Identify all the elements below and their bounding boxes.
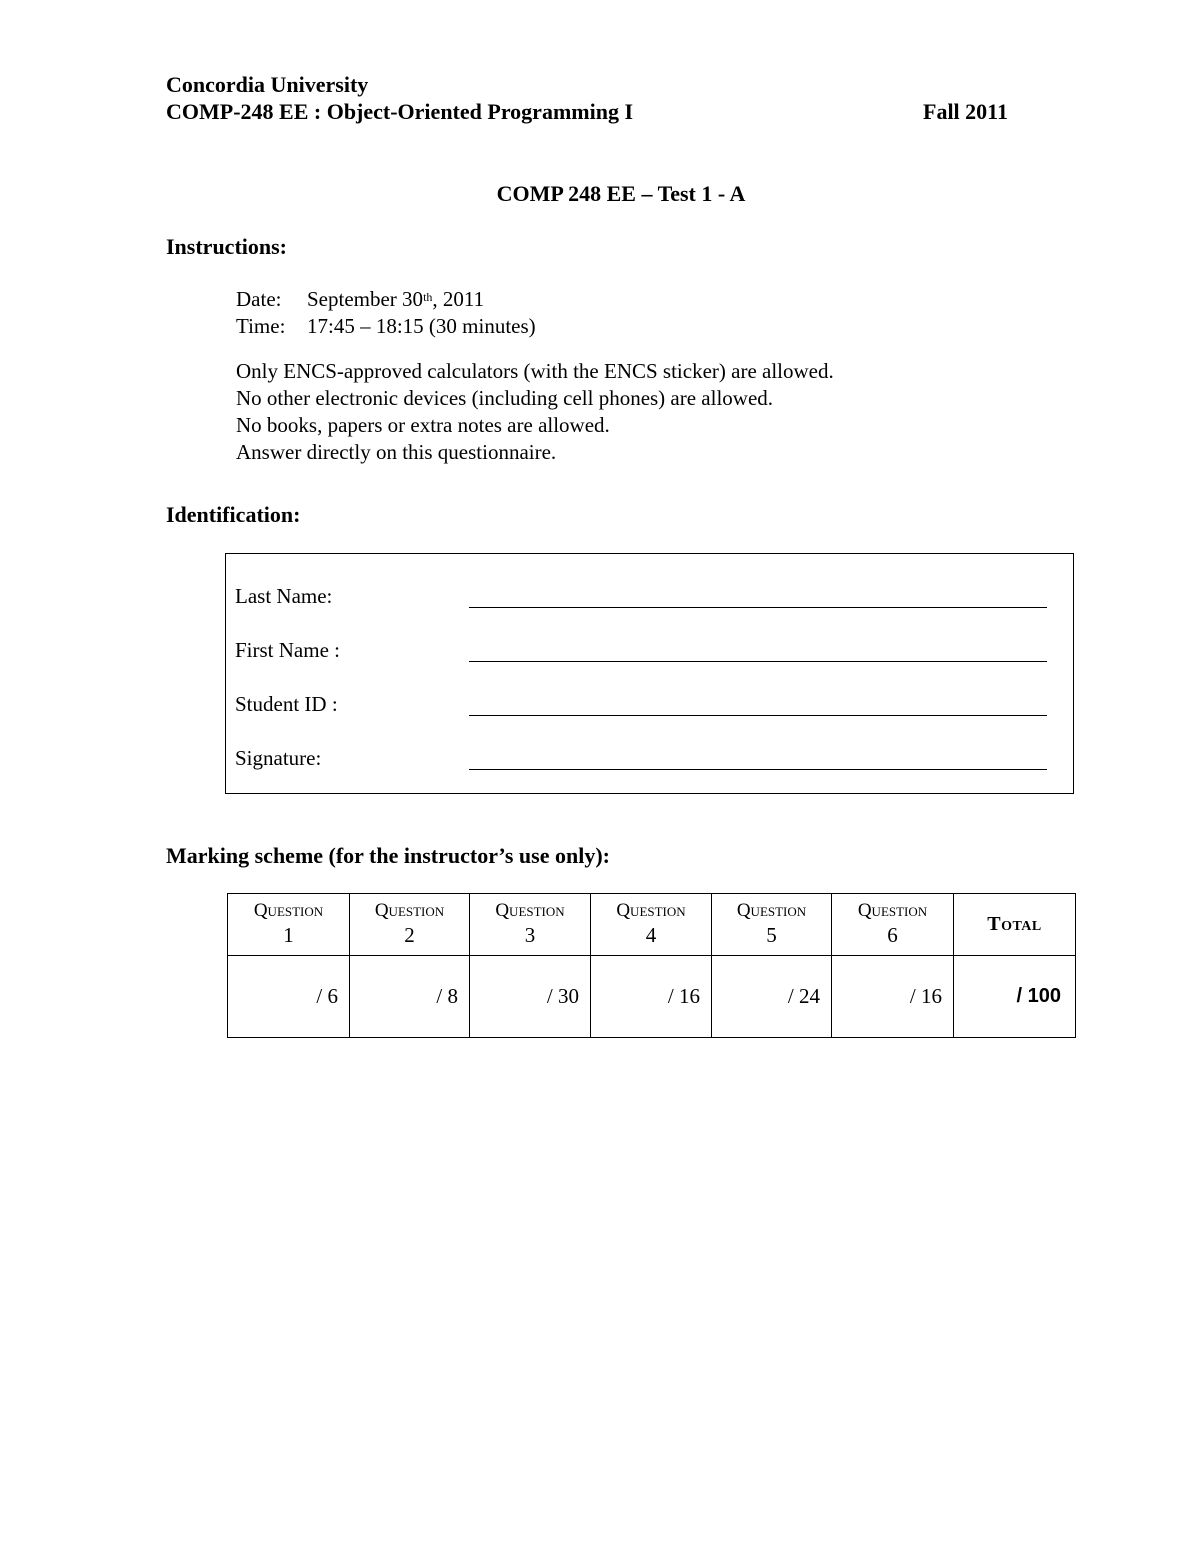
signature-line[interactable] bbox=[469, 769, 1047, 770]
rule-item: No books, papers or extra notes are allowed. bbox=[236, 413, 610, 437]
last-name-label: Last Name: bbox=[235, 584, 333, 608]
first-name-line[interactable] bbox=[469, 661, 1047, 662]
last-name-row bbox=[235, 583, 1073, 613]
question-word: Question bbox=[253, 900, 324, 921]
rule-item: No other electronic devices (including cell phones) are allowed. bbox=[236, 386, 774, 410]
marking-header-row bbox=[228, 894, 1076, 956]
date-value: September 30 bbox=[307, 287, 424, 311]
student-id-label: Student ID : bbox=[235, 692, 338, 716]
question-number: 3 bbox=[524, 923, 536, 947]
rule-item: Only ENCS-approved calculators (with the ENCS sticker) are allowed. bbox=[236, 359, 834, 383]
question-6-header bbox=[832, 894, 954, 956]
test-title: COMP 248 EE – Test 1 - A bbox=[496, 181, 746, 206]
course-title: COMP-248 EE : Object-Oriented Programming I bbox=[166, 99, 634, 124]
question-2-score[interactable]: / 8 bbox=[350, 956, 470, 1038]
instructions-heading: Instructions: bbox=[166, 234, 288, 259]
date-label: Date: bbox=[236, 287, 282, 311]
question-1-header bbox=[228, 894, 350, 956]
identification-box bbox=[225, 553, 1074, 794]
first-name-row bbox=[235, 637, 1073, 667]
university-name: Concordia University bbox=[166, 72, 369, 97]
question-word: Question bbox=[495, 900, 565, 921]
question-5-header bbox=[712, 894, 832, 956]
total-header: Total bbox=[954, 894, 1076, 956]
question-number: 5 bbox=[766, 923, 777, 947]
term-label: Fall 2011 bbox=[923, 99, 1008, 124]
question-3-score[interactable]: / 30 bbox=[470, 956, 591, 1038]
question-word: Question bbox=[616, 900, 686, 921]
question-word: Question bbox=[857, 900, 928, 921]
question-number: 4 bbox=[645, 923, 657, 947]
question-word: Question bbox=[374, 900, 445, 921]
total-score[interactable]: / 100 bbox=[954, 956, 1076, 1038]
date-year: , 2011 bbox=[432, 287, 485, 311]
question-number: 2 bbox=[404, 923, 415, 947]
rules-list bbox=[236, 358, 834, 466]
question-4-header bbox=[591, 894, 712, 956]
signature-row bbox=[235, 745, 1073, 775]
time-value: 17:45 – 18:15 (30 minutes) bbox=[307, 314, 536, 338]
date-superscript: th bbox=[423, 290, 433, 304]
marking-heading: Marking scheme (for the instructor’s use only): bbox=[166, 843, 610, 868]
last-name-line[interactable] bbox=[469, 607, 1047, 608]
marking-table bbox=[227, 893, 1076, 1038]
question-6-score[interactable]: / 16 bbox=[832, 956, 954, 1038]
time-label: Time: bbox=[236, 314, 286, 338]
student-id-row bbox=[235, 691, 1073, 721]
marking-score-row bbox=[228, 956, 1076, 1038]
student-id-line[interactable] bbox=[469, 715, 1047, 716]
question-2-header bbox=[350, 894, 470, 956]
question-4-score[interactable]: / 16 bbox=[591, 956, 712, 1038]
question-number: 6 bbox=[887, 923, 898, 947]
identification-heading: Identification: bbox=[166, 502, 301, 527]
time-row bbox=[236, 313, 536, 340]
rule-item: Answer directly on this questionnaire. bbox=[236, 440, 557, 464]
question-3-header bbox=[470, 894, 591, 956]
date-row bbox=[236, 286, 484, 313]
question-number: 1 bbox=[283, 923, 294, 947]
signature-label: Signature: bbox=[235, 746, 322, 770]
question-5-score[interactable]: / 24 bbox=[712, 956, 832, 1038]
question-word: Question bbox=[736, 900, 807, 921]
first-name-label: First Name : bbox=[235, 638, 340, 662]
question-1-score[interactable]: / 6 bbox=[228, 956, 350, 1038]
